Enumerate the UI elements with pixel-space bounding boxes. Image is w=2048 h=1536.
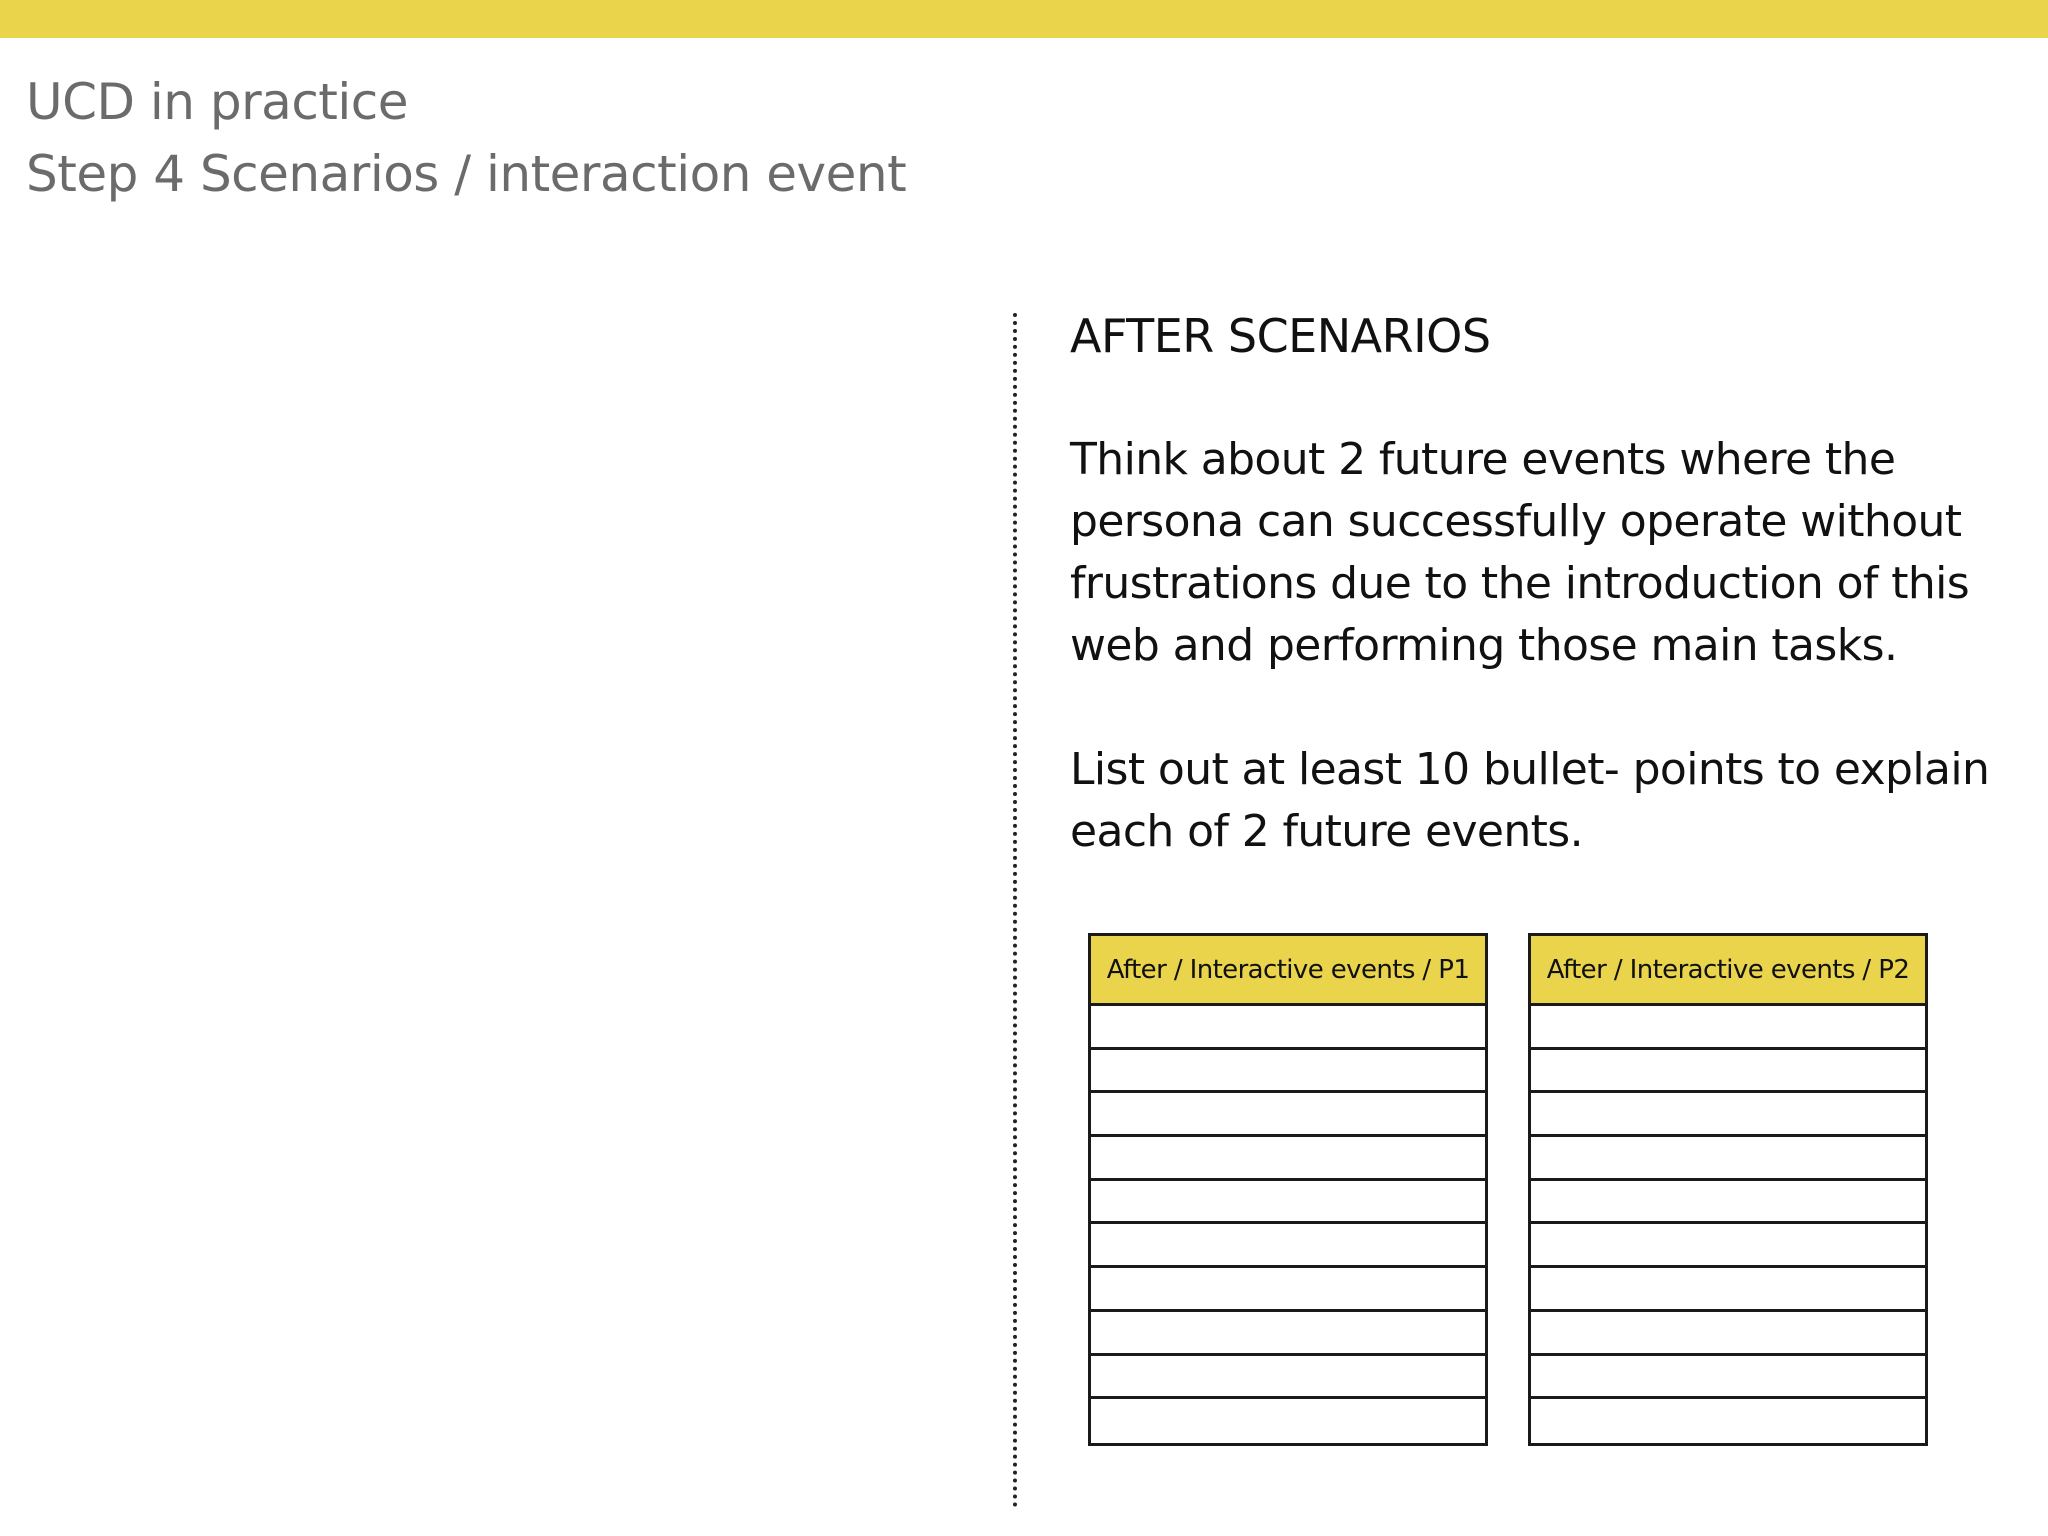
table-row[interactable]	[1091, 1181, 1485, 1225]
table-row[interactable]	[1531, 1181, 1925, 1225]
events-table-p2	[1528, 933, 1928, 1446]
table-row[interactable]	[1531, 1006, 1925, 1050]
table-row[interactable]	[1531, 1312, 1925, 1356]
table-row[interactable]	[1091, 1399, 1485, 1443]
top-accent-bar	[0, 0, 2048, 38]
table-row[interactable]	[1091, 1006, 1485, 1050]
table-row[interactable]	[1531, 1268, 1925, 1312]
table-row[interactable]	[1091, 1356, 1485, 1400]
content-panel	[1070, 305, 2030, 925]
section-heading: AFTER SCENARIOS	[1070, 309, 1491, 363]
title-line-2: Step 4 Scenarios / interaction event	[26, 145, 907, 203]
table-header-p2: After / Interactive events / P2	[1531, 936, 1925, 1006]
table-row[interactable]	[1531, 1224, 1925, 1268]
table-row[interactable]	[1531, 1399, 1925, 1443]
table-row[interactable]	[1531, 1093, 1925, 1137]
table-row[interactable]	[1091, 1268, 1485, 1312]
table-row[interactable]	[1531, 1356, 1925, 1400]
table-row[interactable]	[1531, 1050, 1925, 1094]
table-row[interactable]	[1091, 1224, 1485, 1268]
instruction-paragraph-1: Think about 2 future events where the persona can successfully operate without frustrations due to the introduction of this web and performing those main tasks.	[1070, 434, 1970, 671]
table-header-p1: After / Interactive events / P1	[1091, 936, 1485, 1006]
title-line-1: UCD in practice	[26, 73, 409, 131]
table-row[interactable]	[1091, 1312, 1485, 1356]
table-row[interactable]	[1531, 1137, 1925, 1181]
dotted-divider	[1013, 313, 1017, 1508]
instruction-paragraph-2: List out at least 10 bullet- points to explain each of 2 future events.	[1070, 744, 1990, 857]
table-row[interactable]	[1091, 1093, 1485, 1137]
slide-title	[26, 66, 906, 210]
table-row[interactable]	[1091, 1050, 1485, 1094]
table-row[interactable]	[1091, 1137, 1485, 1181]
events-table-p1	[1088, 933, 1488, 1446]
